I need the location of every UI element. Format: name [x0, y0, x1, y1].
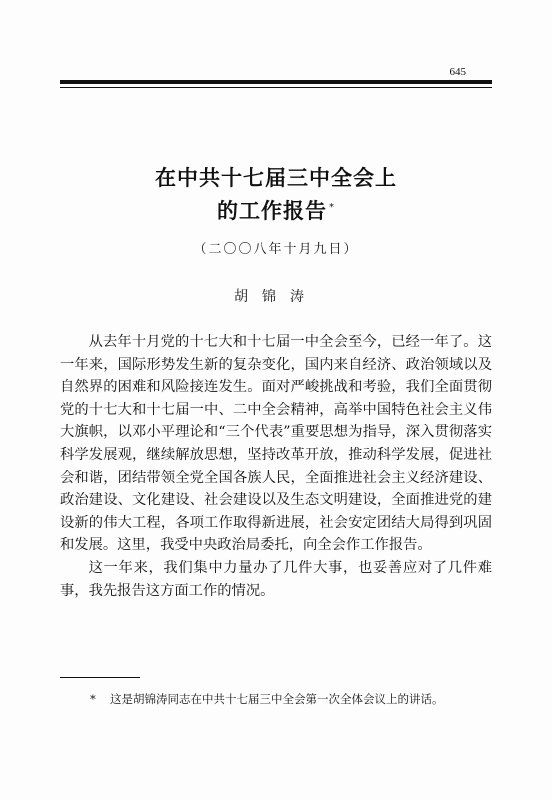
footnote-rule — [60, 677, 140, 678]
body-paragraph-1: 从去年十月党的十七大和十七届一中全会至今，已经一年了。这一年来，国际形势发生新的复杂变化，国内来自经济、政治领域以及自然界的困难和风险接连发生。面对严峻挑战和考验，我们全面贯彻党的十七大和十七届一中、二中全会精神，高举中国特色社会主义伟大旗帜，以邓小平理论和“三个代表”重要思想为指导，深入贯彻落实科学发展观，继续解放思想，坚持改革开放，推动科学发展，促进社会和谐，团结带领全党全国各族人民，全面推进社会主义经济建设、政治建设、文化建设、社会建设以及生态文明建设，全面推进党的建设新的伟大工程，各项工作取得新进展，社会安定团结大局得到巩固和发展。这里，我受中央政治局委托，向全会作工作报告。 — [60, 334, 492, 554]
footnote-marker: * — [90, 692, 96, 706]
footnote-text: 这是胡锦涛同志在中共十七届三中全会第一次全体会议上的讲话。 — [110, 692, 444, 706]
document-title — [0, 163, 552, 226]
body-paragraph-2: 这一年来，我们集中力量办了几件大事，也妥善应对了几件难事，我先报告这方面工作的情况。 — [60, 559, 492, 599]
page-number: 645 — [449, 66, 466, 78]
document-date: （二〇〇八年十月九日） — [193, 242, 359, 257]
header-rule-thick — [60, 80, 492, 84]
title-line-1: 在中共十七届三中全会上 — [155, 166, 397, 190]
title-footnote-marker: * — [329, 202, 335, 213]
document-author: 胡锦涛 — [234, 289, 318, 305]
title-line-2-wrap — [0, 193, 552, 226]
title-line-2: 的工作报告 — [217, 199, 327, 223]
body-text — [60, 331, 492, 602]
footnote — [90, 688, 492, 710]
header-rule-thin — [60, 87, 492, 88]
